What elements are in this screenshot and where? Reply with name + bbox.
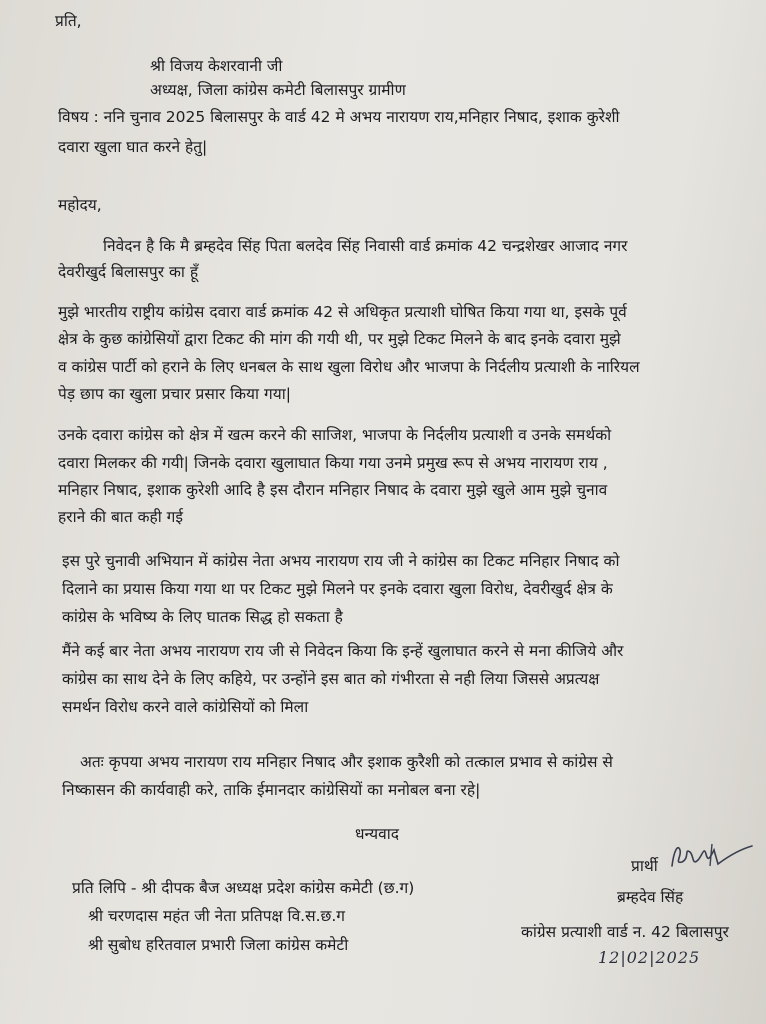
applicant-label: प्रार्थी (631, 857, 658, 875)
body-line: कांग्रेस के भविष्य के लिए घातक सिद्ध हो सकता है (62, 608, 343, 626)
thanks-text: धन्यवाद (355, 825, 399, 843)
body-line: कांग्रेस का साथ देने के लिए कहिये, पर उन्होंने इस बात को गंभीरता से नही लिया जिससे अप्रत्यक्ष (62, 670, 600, 688)
salutation: महोदय, (58, 196, 102, 214)
handwritten-date: 12|02|2025 (598, 948, 701, 967)
recipient-title: अध्यक्ष, जिला कांग्रेस कमेटी बिलासपुर ग्रामीण (150, 81, 406, 99)
subject-line: दवारा खुला घात करने हेतु| (58, 138, 208, 156)
body-line: क्षेत्र के कुछ कांग्रेसियों द्वारा टिकट की मांग की गयी थी, पर मुझे टिकट मिलने के बाद इनके दवारा मुझे (58, 330, 621, 348)
recipient-name: श्री विजय केशरवानी जी (150, 57, 283, 75)
applicant-name: ब्रम्हदेव सिंह (617, 888, 684, 906)
body-line: समर्थन विरोध करने वाले कांग्रेसियों को मिला (62, 698, 309, 716)
subject-line: विषय : ननि चुनाव 2025 बिलासपुर के वार्ड 42 मे अभय नारायण राय,मनिहार निषाद, इशाक कुरेशी (58, 108, 620, 126)
body-line: दिलाने का प्रयास किया गया था पर टिकट मुझे मिलने पर इनके दवारा खुला विरोध, देवरीखुर्द क्षेत्र के (62, 580, 613, 598)
body-line: दवारा मिलकर की गयी| जिनके दवारा खुलाघात किया गया उनमे प्रमुख रूप से अभय नारायण राय , (58, 454, 608, 472)
body-line: निष्कासन की कार्यवाही करे, ताकि ईमानदार कांग्रेसियों का मनोबल बना रहे| (62, 781, 481, 799)
body-line: पेड़ छाप का खुला प्रचार प्रसार किया गया| (58, 385, 291, 403)
body-line: निवेदन है कि मै ब्रम्हदेव सिंह पिता बलदेव सिंह निवासी वार्ड क्रमांक 42 चन्द्रशेखर आजाद नगर (103, 237, 628, 255)
body-line: व कांग्रेस पार्टी को हराने के लिए धनबल के साथ खुला विरोध और भाजपा के निर्दलीय प्रत्याशी के नारियल (58, 358, 640, 376)
body-line: मनिहार निषाद, इशाक कुरेशी आदि है इस दौरान मनिहार निषाद के दवारा मुझे खुले आम मुझे चुनाव (58, 481, 608, 499)
body-line: मुझे भारतीय राष्ट्रीय कांग्रेस दवारा वार्ड क्रमांक 42 से अधिकृत प्रत्याशी घोषित किया गया था, इसके पूर्व (58, 303, 627, 321)
signature-image (666, 836, 756, 878)
applicant-title: कांग्रेस प्रत्याशी वार्ड न. 42 बिलासपुर (521, 923, 729, 941)
copy-line: श्री सुबोध हरितवाल प्रभारी जिला कांग्रेस कमेटी (88, 936, 349, 954)
to-label: प्रति, (55, 12, 82, 30)
body-line: उनके दवारा कांग्रेस को क्षेत्र में खत्म करने की साजिश, भाजपा के निर्दलीय प्रत्याशी व उनके समर्थको (58, 426, 612, 444)
body-line: हराने की बात कही गई (58, 508, 183, 526)
body-line: देवरीखुर्द बिलासपुर का हूँ (58, 263, 199, 281)
copy-line: श्री चरणदास महंत जी नेता प्रतिपक्ष वि.स.छ.ग (88, 907, 346, 925)
body-line: अतः कृपया अभय नारायण राय मनिहार निषाद और इशाक कुरैशी को तत्काल प्रभाव से कांग्रेस से (80, 753, 613, 771)
copy-line: प्रति लिपि - श्री दीपक बैज अध्यक्ष प्रदेश कांग्रेस कमेटी (छ.ग) (72, 879, 415, 897)
body-line: मैंने कई बार नेता अभय नारायण राय जी से निवेदन किया कि इन्हें खुलाघात करने से मना कीजिये और (62, 642, 624, 660)
body-line: इस पुरे चुनावी अभियान में कांग्रेस नेता अभय नारायण राय जी ने कांग्रेस का टिकट मनिहार निषाद को (62, 552, 620, 570)
